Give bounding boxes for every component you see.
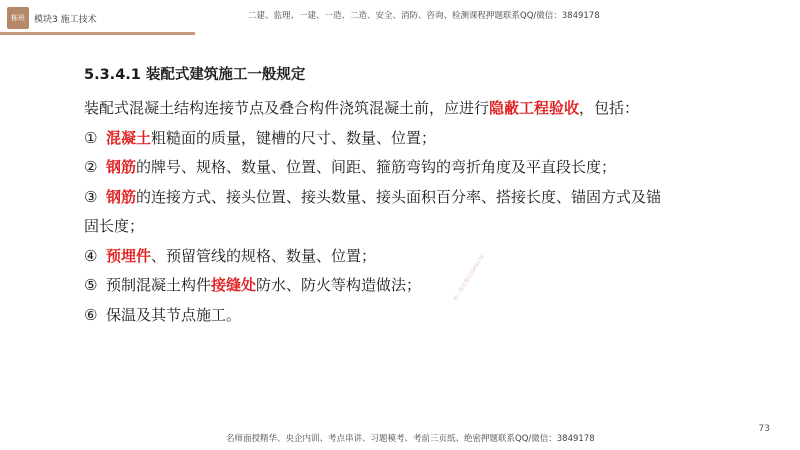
item-text: 保温及其节点施工。 <box>106 305 242 324</box>
item-text: 、预留管线的规格、数量、位置； <box>151 246 377 265</box>
item-marker: ⑤ <box>84 276 98 294</box>
item-text: 粗糙面的质量，键槽的尺寸、数量、位置； <box>151 128 437 147</box>
page-number: 73 <box>758 424 770 434</box>
intro-pre: 装配式混凝土结构连接节点及叠合构件浇筑混凝土前，应进行 <box>84 99 490 117</box>
header-accent-bar <box>0 32 195 35</box>
list-item <box>84 183 764 213</box>
list-item <box>84 124 764 154</box>
item-highlight: 钢筋 <box>106 187 137 206</box>
watermark-text: 唯一联系微信3849178 <box>452 254 486 302</box>
list-item <box>84 153 764 183</box>
content-body <box>84 94 764 330</box>
intro-highlight: 隐蔽工程验收 <box>489 99 580 117</box>
item-text: 防水、防火等构造做法； <box>256 276 422 294</box>
item-continuation-text: 固长度； <box>84 217 145 235</box>
item-highlight: 接缝处 <box>211 276 257 294</box>
brand-logo: 栋班 <box>7 7 29 29</box>
item-highlight: 钢筋 <box>106 158 137 176</box>
bottom-contact-note: 名师面授精华、央企内训、考点串讲、习题模考、考前三页纸、绝密押题联系QQ/微信：3849178 <box>226 434 595 444</box>
item-marker: ⑥ <box>84 305 98 324</box>
module-label: 模块3 施工技术 <box>34 15 97 25</box>
list-item <box>84 301 764 331</box>
section-title: 5.3.4.1 装配式建筑施工一般规定 <box>84 67 306 83</box>
item-text: 的连接方式、接头位置、接头数量、接头面积百分率、搭接长度、锚固方式及锚 <box>136 187 662 206</box>
item-pre: 预制混凝土构件 <box>106 276 212 294</box>
intro-line <box>84 94 764 124</box>
item-marker: ② <box>84 158 98 176</box>
intro-post: ，包括： <box>579 99 640 117</box>
item-marker: ① <box>84 128 98 147</box>
item-highlight: 混凝土 <box>106 128 152 147</box>
item-text: 的牌号、规格、数量、位置、间距、箍筋弯钩的弯折角度及平直段长度； <box>136 158 617 176</box>
top-contact-note: 二建、监理、一建、一造、二造、安全、消防、咨询、检测课程押题联系QQ/微信：3849178 <box>248 11 600 21</box>
list-item <box>84 242 764 272</box>
item-highlight: 预埋件 <box>106 246 152 265</box>
list-item <box>84 271 764 301</box>
list-item-continuation <box>84 212 764 242</box>
item-marker: ③ <box>84 187 98 206</box>
item-marker: ④ <box>84 246 98 265</box>
